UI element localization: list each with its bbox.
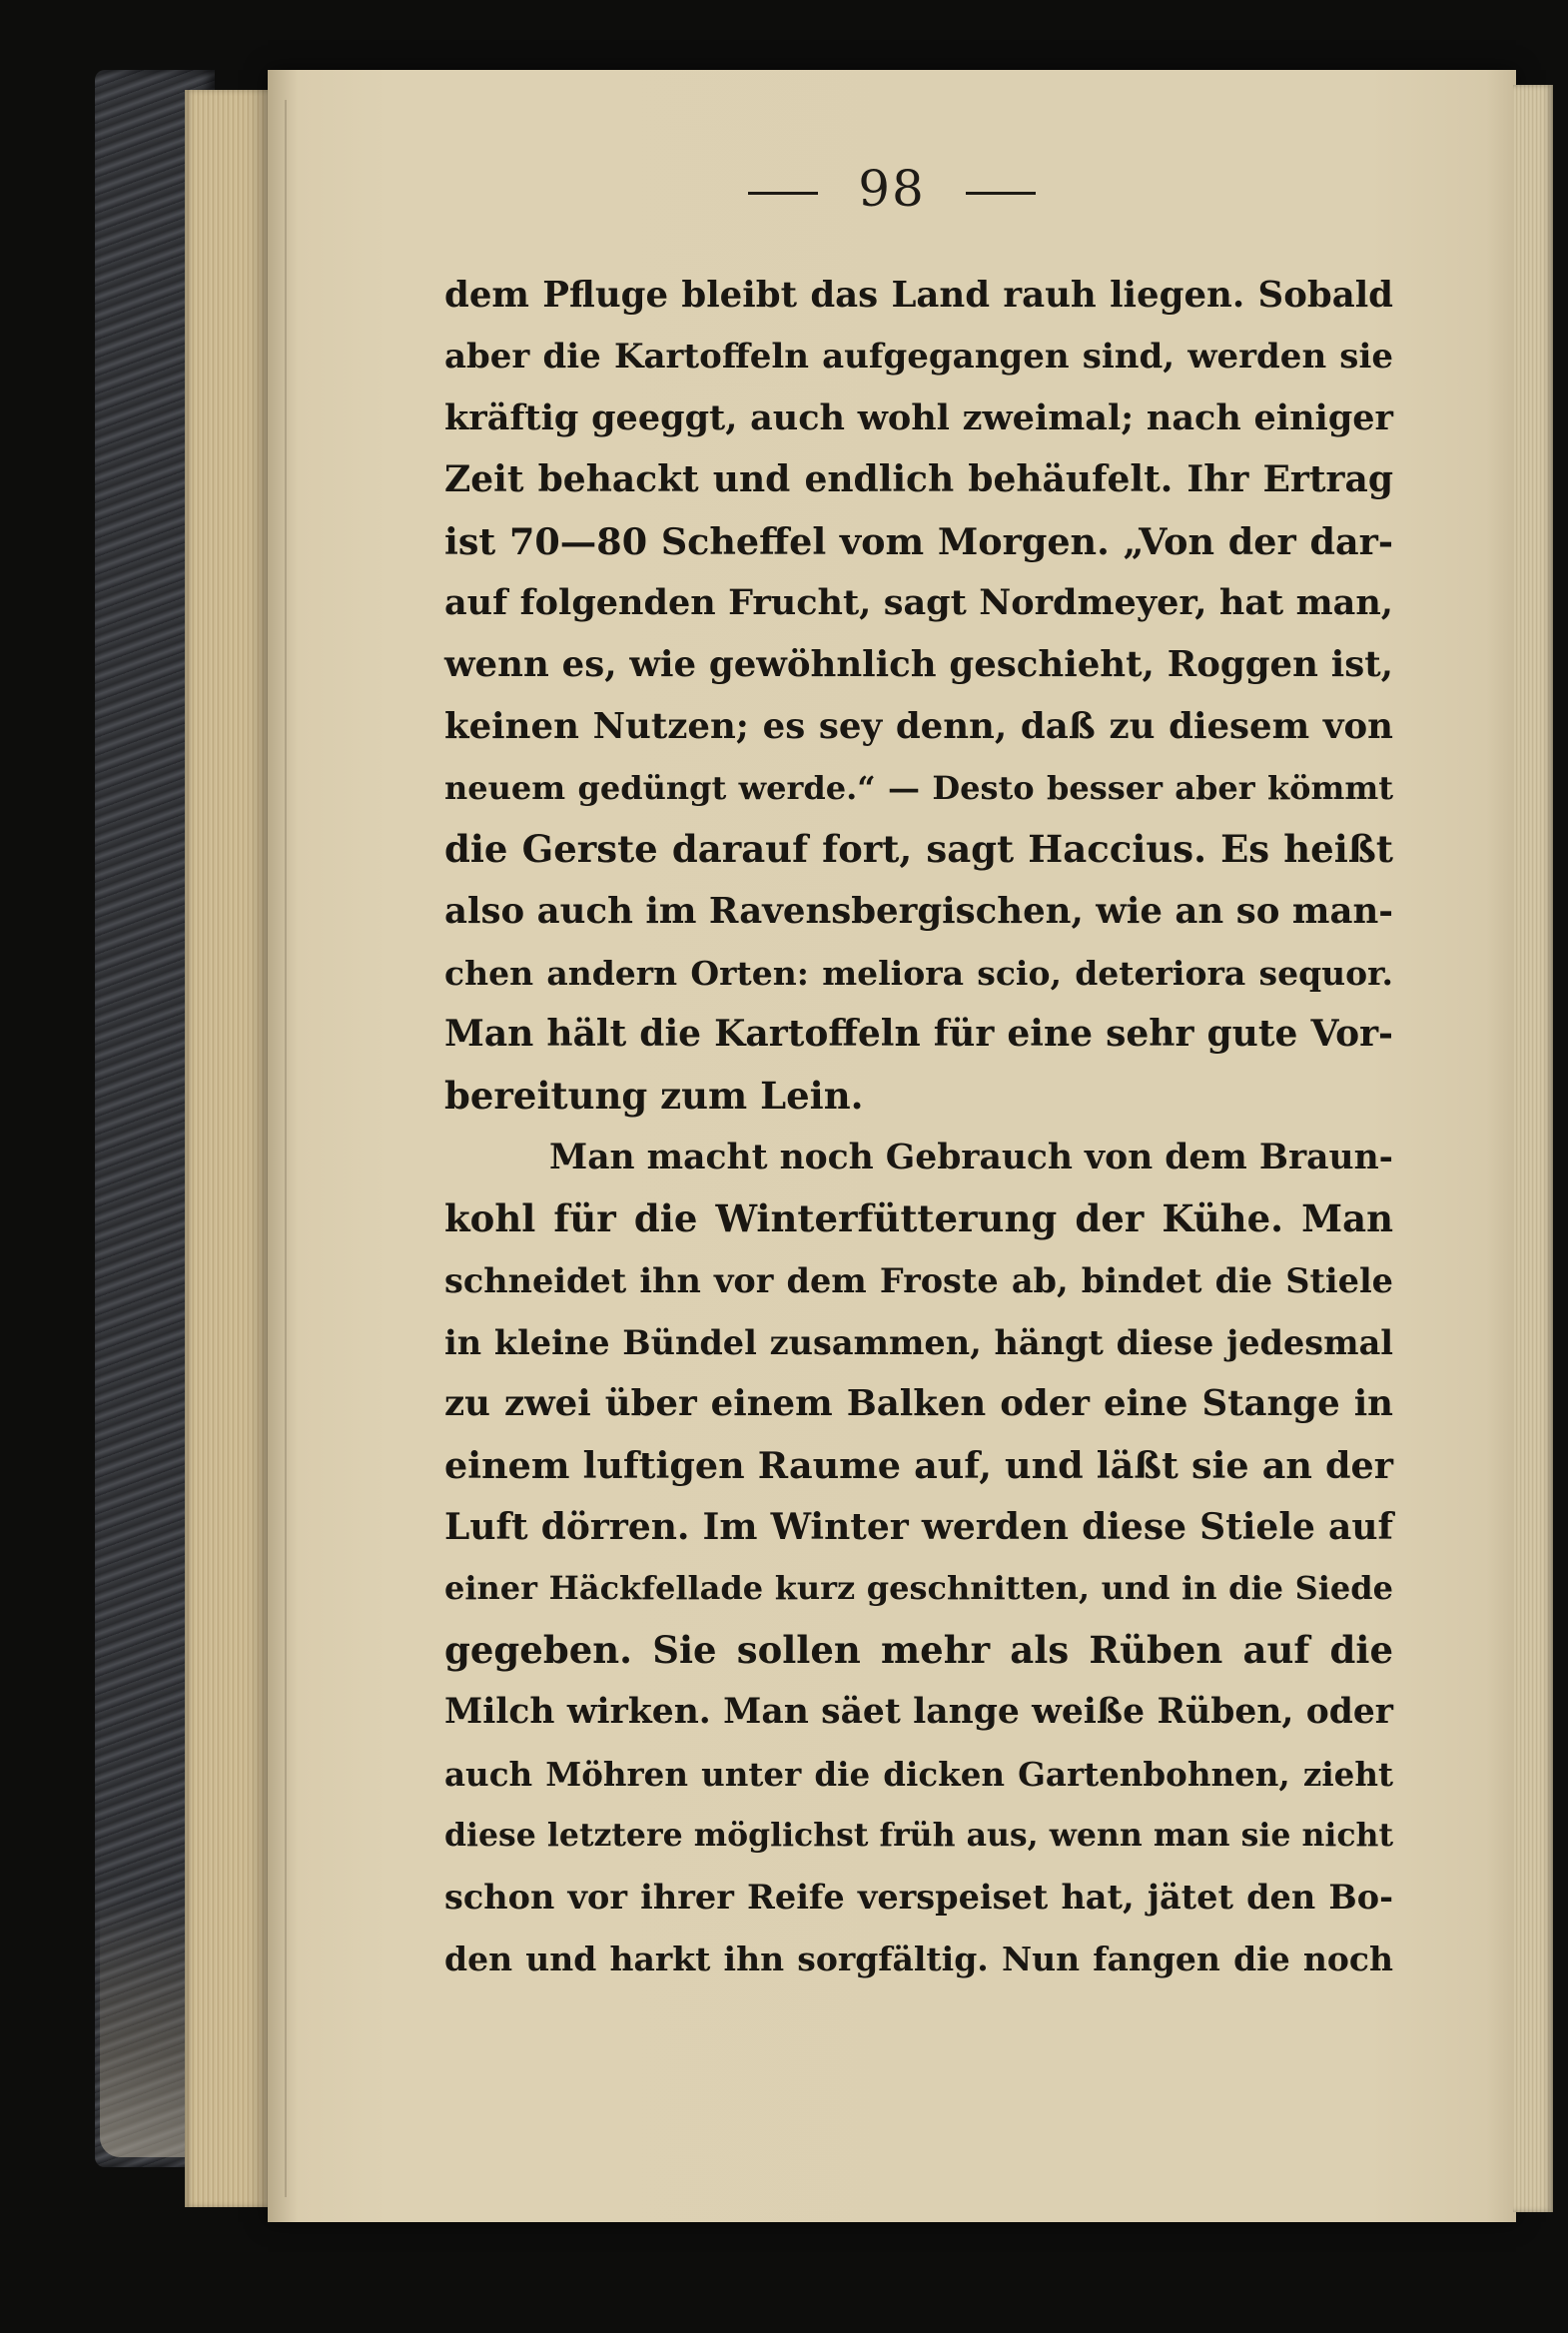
text-line: bereitung zum Lein.	[444, 1073, 864, 1118]
text-line: die Gerste darauf fort, sagt Haccius. Es heißt	[444, 827, 1393, 872]
text-line: ist 70—80 Scheffel vom Morgen. „Von der dar-	[444, 519, 1393, 563]
text-line: Zeit behackt und endlich behäufelt. Ihr Ertrag	[444, 458, 1393, 501]
page-edges-right	[1513, 85, 1553, 2212]
text-line: einem luftigen Raume auf, und läßt sie an der	[444, 1444, 1393, 1488]
page-edges-left	[185, 90, 280, 2207]
text-line: Luft dörren. Im Winter werden diese Stiele auf	[444, 1505, 1393, 1548]
text-line: einer Häckfellade kurz geschnitten, und in die Siede	[444, 1569, 1393, 1608]
text-line: kohl für die Winterfütterung der Kühe. Man	[444, 1196, 1393, 1241]
text-line: gegeben. Sie sollen mehr als Rüben auf die	[444, 1628, 1393, 1673]
text-line: keinen Nutzen; es sey denn, daß zu diesem von	[444, 705, 1393, 747]
text-line: in kleine Bündel zusammen, hängt diese jedesmal	[444, 1322, 1393, 1362]
worn-board-corner	[100, 1898, 190, 2157]
text-line: wenn es, wie gewöhnlich geschieht, Roggen ist,	[444, 644, 1393, 686]
text-line: kräftig geeggt, auch wohl zweimal; nach einiger	[444, 397, 1393, 439]
text-line: schneidet ihn vor dem Froste ab, bindet die Stiele	[444, 1261, 1393, 1300]
text-line: dem Pfluge bleibt das Land rauh liegen. Sobald	[444, 275, 1393, 316]
text-line: auch Möhren unter die dicken Gartenbohnen, zieht	[444, 1754, 1393, 1794]
header-dash-left	[748, 192, 818, 195]
page-number: 98	[858, 160, 926, 218]
page-header	[268, 160, 1516, 218]
gutter-line	[285, 100, 287, 2197]
text-line: aber die Kartoffeln aufgegangen sind, werden sie	[444, 336, 1393, 377]
text-line: also auch im Ravensbergischen, wie an so man-	[444, 890, 1393, 932]
text-line-paragraph-start: Man macht noch Gebrauch von dem Braun-	[549, 1137, 1393, 1177]
text-line: den und harkt ihn sorgfältig. Nun fangen die noch	[444, 1939, 1393, 1978]
header-dash-right	[966, 192, 1036, 195]
text-line: auf folgenden Frucht, sagt Nordmeyer, hat man,	[444, 582, 1393, 624]
text-line: diese letztere möglichst früh aus, wenn man sie nicht	[444, 1817, 1393, 1855]
body-text	[444, 265, 1393, 1989]
text-line: chen andern Orten: meliora scio, deteriora sequor.	[444, 953, 1393, 993]
text-line: neuem gedüngt werde.“ — Desto besser aber kömmt	[444, 768, 1393, 807]
text-line: Man hält die Kartoffeln für eine sehr gute Vor-	[444, 1013, 1393, 1056]
text-line: zu zwei über einem Balken oder eine Stange in	[444, 1383, 1393, 1425]
text-line: schon vor ihrer Reife verspeiset hat, jätet den Bo-	[444, 1877, 1393, 1917]
text-line: Milch wirken. Man säet lange weiße Rüben, oder	[444, 1691, 1393, 1732]
